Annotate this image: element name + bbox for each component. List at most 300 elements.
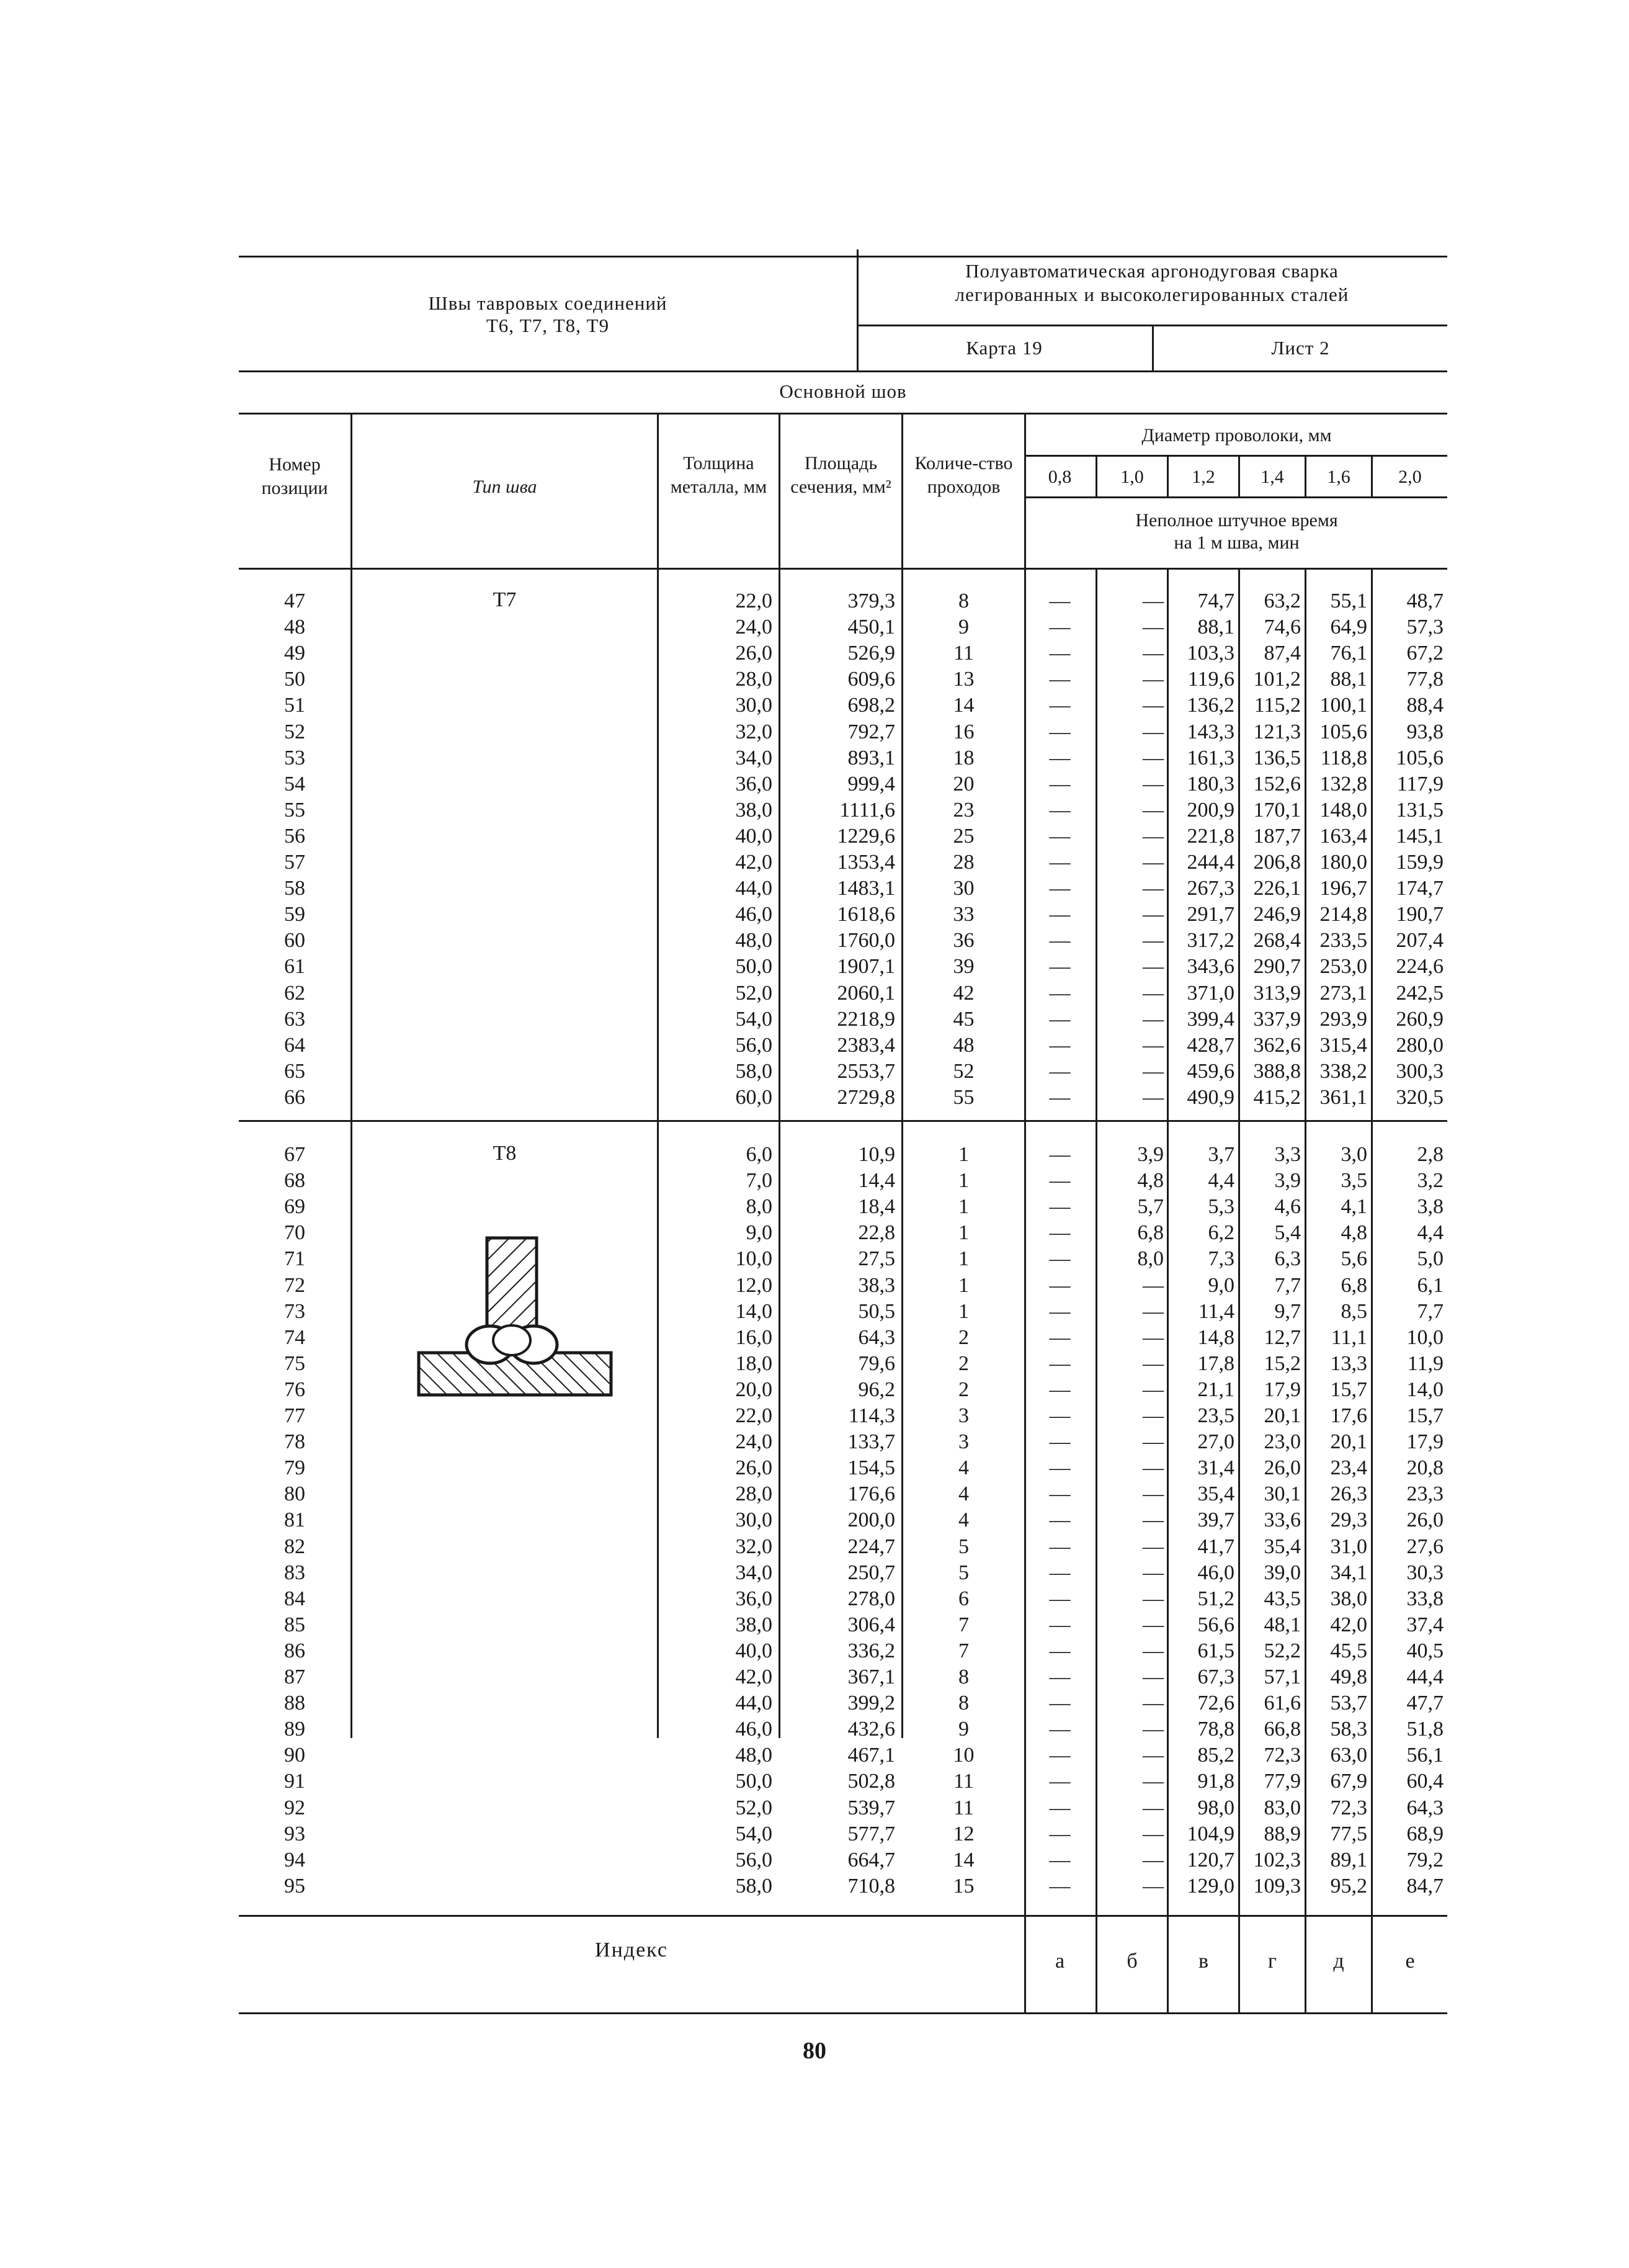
group-separator [239, 1120, 1447, 1122]
cell-passes: 1 [958, 1195, 969, 1219]
cell-d16: 64,9 [1330, 616, 1367, 639]
cell-thickness: 26,0 [735, 642, 772, 665]
cell-d12: 317,2 [1187, 929, 1234, 952]
cell-d20: 280,0 [1396, 1033, 1444, 1057]
cell-area: 539,7 [847, 1796, 895, 1819]
cell-d16: 89,1 [1330, 1848, 1367, 1871]
table-row [0, 1377, 1444, 1403]
cell-position: 72 [284, 1273, 305, 1297]
cell-position: 65 [284, 1059, 305, 1083]
cell-d12: 136,2 [1187, 694, 1234, 717]
cell-d20: 56,1 [1406, 1744, 1444, 1767]
cell-d08: — [1049, 1221, 1071, 1245]
cell-d12: 85,2 [1197, 1744, 1234, 1767]
cell-passes: 1 [958, 1143, 969, 1166]
diameter-0-8: 0,8 [1048, 467, 1072, 487]
cell-d20: 23,3 [1406, 1482, 1444, 1506]
cell-d08: — [1049, 1195, 1071, 1219]
cell-d12: 56,6 [1197, 1613, 1234, 1636]
cell-d10: 3,9 [1137, 1143, 1164, 1166]
col-header-weld-type: Тип шва [472, 477, 537, 497]
cell-d20: 14,0 [1406, 1378, 1444, 1401]
cell-thickness: 44,0 [735, 877, 772, 900]
cell-d08: — [1049, 1796, 1071, 1819]
cell-position: 77 [284, 1404, 305, 1427]
cell-d10: — [1143, 694, 1164, 717]
cell-passes: 5 [958, 1535, 969, 1558]
table-row [0, 719, 1444, 745]
cell-d16: 38,0 [1330, 1587, 1367, 1610]
cell-d12: 11,4 [1198, 1299, 1234, 1323]
cell-d12: 4,4 [1208, 1169, 1234, 1193]
cell-d20: 84,7 [1406, 1874, 1444, 1898]
cell-d16: 6,8 [1341, 1273, 1367, 1297]
cell-d16: 180,0 [1319, 851, 1367, 874]
cell-d12: 35,4 [1197, 1482, 1234, 1506]
table-row [0, 1168, 1444, 1194]
cell-area: 2553,7 [837, 1059, 895, 1083]
cell-d08: — [1049, 1482, 1071, 1506]
cell-d12: 67,3 [1197, 1665, 1234, 1688]
cell-position: 87 [284, 1665, 305, 1688]
cell-passes: 11 [953, 1770, 974, 1793]
cell-position: 73 [284, 1299, 305, 1323]
cell-passes: 55 [953, 1085, 975, 1109]
cell-d10: 4,8 [1137, 1169, 1164, 1193]
cell-d10: — [1143, 1007, 1164, 1031]
cell-d10: 6,8 [1137, 1221, 1164, 1245]
cell-thickness: 32,0 [735, 720, 772, 743]
cell-area: 893,1 [847, 746, 895, 769]
table-row [0, 1325, 1444, 1351]
table-row [0, 928, 1444, 954]
cell-d20: 2,8 [1417, 1143, 1444, 1166]
cell-passes: 8 [958, 589, 969, 612]
table-row [0, 823, 1444, 849]
cell-d08: — [1049, 1718, 1071, 1741]
cell-d20: 93,8 [1406, 720, 1444, 743]
cell-d12: 17,8 [1197, 1351, 1234, 1375]
table-row [0, 1033, 1444, 1059]
cell-area: 2383,4 [837, 1033, 895, 1057]
cell-d14: 313,9 [1253, 981, 1301, 1005]
cell-d08: — [1049, 1325, 1071, 1349]
cell-thickness: 38,0 [735, 798, 772, 822]
cell-d14: 83,0 [1264, 1796, 1301, 1819]
cell-d16: 77,5 [1330, 1822, 1367, 1845]
cell-d10: 5,7 [1137, 1195, 1164, 1219]
cell-d20: 159,9 [1396, 851, 1444, 874]
cell-d16: 17,6 [1330, 1404, 1367, 1427]
cell-thickness: 40,0 [735, 1639, 772, 1662]
cell-d14: 72,3 [1264, 1744, 1301, 1767]
cell-d14: 136,5 [1253, 746, 1301, 769]
index-b: б [1127, 1950, 1138, 1973]
cell-passes: 48 [953, 1033, 975, 1057]
cell-d08: — [1049, 1692, 1071, 1715]
cell-passes: 15 [953, 1874, 975, 1898]
cell-passes: 12 [953, 1822, 975, 1845]
cell-d16: 4,8 [1341, 1221, 1367, 1245]
cell-d14: 152,6 [1253, 772, 1301, 796]
cell-area: 336,2 [847, 1639, 895, 1662]
cell-d12: 41,7 [1197, 1535, 1234, 1558]
table-row [0, 1481, 1444, 1507]
cell-thickness: 20,0 [735, 1378, 772, 1401]
cell-area: 224,7 [847, 1535, 895, 1558]
cell-d20: 68,9 [1406, 1822, 1444, 1845]
cell-thickness: 56,0 [735, 1033, 772, 1057]
cell-area: 432,6 [847, 1718, 895, 1741]
section-title: Основной шов [779, 380, 907, 402]
cell-d20: 4,4 [1417, 1221, 1444, 1245]
cell-d08: — [1049, 1639, 1071, 1662]
cell-d20: 57,3 [1406, 616, 1444, 639]
cell-d08: — [1049, 1143, 1071, 1166]
cell-d20: 190,7 [1396, 903, 1444, 926]
cell-d10: — [1143, 1561, 1164, 1584]
cell-d12: 27,0 [1197, 1430, 1234, 1454]
cell-d10: — [1143, 798, 1164, 822]
cell-d14: 17,9 [1264, 1378, 1301, 1401]
cell-thickness: 36,0 [735, 1587, 772, 1610]
cell-d10: — [1143, 981, 1164, 1005]
cell-position: 74 [284, 1325, 305, 1349]
cell-d14: 3,3 [1274, 1143, 1301, 1166]
cell-d14: 9,7 [1274, 1299, 1301, 1323]
cell-position: 55 [284, 798, 305, 822]
cell-d20: 3,8 [1417, 1195, 1444, 1219]
cell-d16: 100,1 [1319, 694, 1367, 717]
cell-thickness: 22,0 [735, 1404, 772, 1427]
cell-position: 57 [284, 851, 305, 874]
cell-d16: 273,1 [1319, 981, 1367, 1005]
cell-thickness: 52,0 [735, 1796, 772, 1819]
cell-d14: 74,6 [1264, 616, 1301, 639]
cell-d20: 44,4 [1406, 1665, 1444, 1688]
cell-area: 64,3 [858, 1325, 895, 1349]
cell-d14: 66,8 [1264, 1718, 1301, 1741]
cell-position: 81 [284, 1508, 305, 1532]
cell-area: 79,6 [858, 1351, 895, 1375]
cell-area: 14,4 [858, 1169, 895, 1193]
cell-d10: — [1143, 1770, 1164, 1793]
cell-passes: 1 [958, 1169, 969, 1193]
cell-d08: — [1049, 1273, 1071, 1297]
cell-d14: 226,1 [1253, 877, 1301, 900]
cell-position: 59 [284, 903, 305, 926]
cell-passes: 7 [958, 1639, 969, 1662]
cell-thickness: 12,0 [735, 1273, 772, 1297]
cell-d08: — [1049, 694, 1071, 717]
cell-d14: 3,9 [1274, 1169, 1301, 1193]
cell-d08: — [1049, 1456, 1071, 1480]
cell-position: 53 [284, 746, 305, 769]
cell-d12: 399,4 [1187, 1007, 1234, 1031]
cell-position: 80 [284, 1482, 305, 1506]
cell-area: 133,7 [847, 1430, 895, 1454]
cell-d20: 33,8 [1406, 1587, 1444, 1610]
cell-thickness: 22,0 [735, 589, 772, 612]
cell-d20: 26,0 [1406, 1508, 1444, 1532]
cell-thickness: 28,0 [735, 1482, 772, 1506]
table-row [0, 1403, 1444, 1429]
cell-d12: 103,3 [1187, 642, 1234, 665]
cell-thickness: 56,0 [735, 1848, 772, 1871]
cell-d08: — [1049, 1247, 1071, 1271]
cell-d12: 88,1 [1197, 616, 1234, 639]
cell-d20: 320,5 [1396, 1085, 1444, 1109]
table-row [0, 1742, 1444, 1768]
cell-d10: — [1143, 1508, 1164, 1532]
cell-passes: 30 [953, 877, 975, 900]
cell-d16: 95,2 [1330, 1874, 1367, 1898]
table-row [0, 1351, 1444, 1377]
cell-d20: 10,0 [1406, 1325, 1444, 1349]
table-row [0, 1821, 1444, 1847]
cell-d08: — [1049, 668, 1071, 691]
cell-position: 70 [284, 1221, 305, 1245]
cell-area: 250,7 [847, 1561, 895, 1584]
cell-passes: 1 [958, 1273, 969, 1297]
cell-area: 609,6 [847, 668, 895, 691]
cell-d08: — [1049, 1848, 1071, 1871]
cell-d16: 148,0 [1319, 798, 1367, 822]
cell-area: 999,4 [847, 772, 895, 796]
table-row [0, 1085, 1444, 1111]
cell-d10: — [1143, 1665, 1164, 1688]
cell-d12: 51,2 [1197, 1587, 1234, 1610]
cell-passes: 3 [958, 1404, 969, 1427]
cell-d08: — [1049, 746, 1071, 769]
cell-position: 92 [284, 1796, 305, 1819]
cell-d12: 119,6 [1187, 668, 1234, 691]
cell-d10: — [1143, 1587, 1164, 1610]
cell-d08: — [1049, 903, 1071, 926]
cell-d14: 63,2 [1264, 589, 1301, 612]
cell-area: 10,9 [858, 1143, 895, 1166]
cell-d14: 87,4 [1264, 642, 1301, 665]
cell-area: 1618,6 [837, 903, 895, 926]
cell-d14: 30,1 [1264, 1482, 1301, 1506]
cell-d16: 34,1 [1330, 1561, 1367, 1584]
table-row [0, 1273, 1444, 1299]
header-right-title-2: легированных и высоколегированных сталей [955, 284, 1349, 305]
cell-d20: 11,9 [1407, 1351, 1444, 1375]
cell-thickness: 58,0 [735, 1874, 772, 1898]
cell-area: 1353,4 [837, 851, 895, 874]
cell-d08: — [1049, 1351, 1071, 1375]
cell-d14: 109,3 [1253, 1874, 1301, 1898]
cell-thickness: 30,0 [735, 1508, 772, 1532]
cell-d14: 121,3 [1253, 720, 1301, 743]
cell-d20: 260,9 [1396, 1007, 1444, 1031]
table-row [0, 745, 1444, 771]
cell-thickness: 36,0 [735, 772, 772, 796]
table-row [0, 1795, 1444, 1821]
table-bottom-rule [239, 2012, 1447, 2014]
cell-position: 76 [284, 1378, 305, 1401]
cell-d10: — [1143, 1613, 1164, 1636]
cell-d12: 21,1 [1197, 1378, 1234, 1401]
cell-position: 75 [284, 1351, 305, 1375]
table-row [0, 640, 1444, 666]
cell-d16: 214,8 [1319, 903, 1367, 926]
cell-d16: 63,0 [1330, 1744, 1367, 1767]
cell-d16: 13,3 [1330, 1351, 1367, 1375]
cell-position: 63 [284, 1007, 305, 1031]
cell-d10: — [1143, 589, 1164, 612]
table-row [0, 1507, 1444, 1533]
cell-d10: — [1143, 1456, 1164, 1480]
cell-d12: 14,8 [1197, 1325, 1234, 1349]
cell-d14: 268,4 [1253, 929, 1301, 952]
cell-passes: 2 [958, 1325, 969, 1349]
cell-d10: — [1143, 772, 1164, 796]
index-d: д [1333, 1950, 1344, 1973]
col-header-passes: Количе-ство проходов [914, 453, 1013, 497]
cell-d12: 6,2 [1208, 1221, 1234, 1245]
cell-passes: 3 [958, 1430, 969, 1454]
table-row [0, 1638, 1444, 1664]
header-left-title-1: Швы тавровых соединений [428, 292, 667, 314]
cell-thickness: 48,0 [735, 1744, 772, 1767]
cell-position: 58 [284, 877, 305, 900]
cell-d12: 343,6 [1187, 955, 1234, 979]
cell-d14: 43,5 [1264, 1587, 1301, 1610]
cell-d20: 67,2 [1406, 642, 1444, 665]
cell-passes: 18 [953, 746, 975, 769]
cell-d12: 161,3 [1187, 746, 1234, 769]
sheet-number: Лист 2 [1271, 337, 1330, 359]
cell-area: 278,0 [847, 1587, 895, 1610]
cell-d10: — [1143, 824, 1164, 848]
cell-position: 78 [284, 1430, 305, 1454]
cell-position: 47 [284, 589, 305, 612]
cell-d14: 290,7 [1253, 955, 1301, 979]
cell-d08: — [1049, 1508, 1071, 1532]
cell-d20: 131,5 [1396, 798, 1444, 822]
cell-d16: 29,3 [1330, 1508, 1367, 1532]
cell-d08: — [1049, 955, 1071, 979]
cell-d20: 117,9 [1396, 772, 1444, 796]
cell-thickness: 6,0 [746, 1143, 772, 1166]
cell-passes: 28 [953, 851, 975, 874]
cell-position: 86 [284, 1639, 305, 1662]
cell-area: 698,2 [847, 694, 895, 717]
cell-d12: 98,0 [1197, 1796, 1234, 1819]
cell-d08: — [1049, 1587, 1071, 1610]
cell-d16: 26,3 [1330, 1482, 1367, 1506]
cell-position: 68 [284, 1169, 305, 1193]
cell-d08: — [1049, 1059, 1071, 1083]
cell-passes: 5 [958, 1561, 969, 1584]
cell-passes: 20 [953, 772, 975, 796]
cell-area: 38,3 [858, 1273, 895, 1297]
cell-area: 526,9 [847, 642, 895, 665]
cell-passes: 11 [953, 1796, 974, 1819]
cell-d16: 3,5 [1341, 1169, 1367, 1193]
cell-passes: 39 [953, 955, 975, 979]
cell-d12: 244,4 [1187, 851, 1234, 874]
cell-position: 52 [284, 720, 305, 743]
cell-d16: 233,5 [1319, 929, 1367, 952]
cell-d14: 88,9 [1264, 1822, 1301, 1845]
cell-d10: — [1143, 1482, 1164, 1506]
cell-position: 94 [284, 1848, 305, 1871]
cell-d14: 170,1 [1253, 798, 1301, 822]
cell-position: 85 [284, 1613, 305, 1636]
table-row [0, 1768, 1444, 1795]
cell-d16: 118,8 [1320, 746, 1367, 769]
cell-d08: — [1049, 1613, 1071, 1636]
cell-thickness: 34,0 [735, 746, 772, 769]
table-row [0, 849, 1444, 876]
cell-passes: 13 [953, 668, 975, 691]
col-header-thickness: Толщина металла, мм [670, 453, 767, 497]
table-row [0, 1006, 1444, 1033]
cell-d12: 129,0 [1187, 1874, 1234, 1898]
cell-d20: 20,8 [1406, 1456, 1444, 1480]
cell-position: 54 [284, 772, 305, 796]
cell-d10: — [1143, 1325, 1164, 1349]
cell-position: 69 [284, 1195, 305, 1219]
cell-d20: 60,4 [1406, 1770, 1444, 1793]
diameter-title-rule [1024, 455, 1447, 457]
table-row [0, 771, 1444, 797]
table-row [0, 1246, 1444, 1272]
cell-d16: 11,1 [1331, 1325, 1367, 1349]
cell-d16: 67,9 [1330, 1770, 1367, 1793]
cell-d10: — [1143, 1796, 1164, 1819]
cell-d08: — [1049, 824, 1071, 848]
cell-d20: 5,0 [1417, 1247, 1444, 1271]
cell-thickness: 52,0 [735, 981, 772, 1005]
cell-d08: — [1049, 1770, 1071, 1793]
cell-position: 79 [284, 1456, 305, 1480]
cell-d08: — [1049, 1874, 1071, 1898]
cell-d10: — [1143, 616, 1164, 639]
cell-thickness: 14,0 [735, 1299, 772, 1323]
cell-passes: 4 [958, 1508, 969, 1532]
index-v: в [1198, 1950, 1209, 1973]
cell-d08: — [1049, 642, 1071, 665]
cell-position: 90 [284, 1744, 305, 1767]
cell-d08: — [1049, 1378, 1071, 1401]
time-title-2: на 1 м шва, мин [1174, 532, 1300, 553]
cell-thickness: 8,0 [746, 1195, 772, 1219]
header-right-title-1: Полуавтоматическая аргонодуговая сварка [965, 260, 1339, 282]
table-row [0, 588, 1444, 614]
cell-area: 792,7 [847, 720, 895, 743]
cell-area: 710,8 [847, 1874, 895, 1898]
cell-d20: 105,6 [1396, 746, 1444, 769]
cell-area: 27,5 [858, 1247, 895, 1271]
cell-position: 56 [284, 824, 305, 848]
cell-area: 467,1 [847, 1744, 895, 1767]
cell-d10: — [1143, 877, 1164, 900]
cell-d16: 105,6 [1319, 720, 1367, 743]
time-title-1: Неполное штучное время [1135, 510, 1338, 531]
cell-d12: 120,7 [1187, 1848, 1234, 1871]
header-left-title-2: Т6, Т7, Т8, Т9 [486, 315, 610, 336]
cell-passes: 1 [958, 1299, 969, 1323]
cell-d20: 7,7 [1417, 1299, 1444, 1323]
col-header-diameter: Диаметр проволоки, мм [1141, 425, 1332, 446]
cell-d14: 206,8 [1253, 851, 1301, 874]
cell-d08: — [1049, 1744, 1071, 1767]
cell-d12: 180,3 [1187, 772, 1234, 796]
